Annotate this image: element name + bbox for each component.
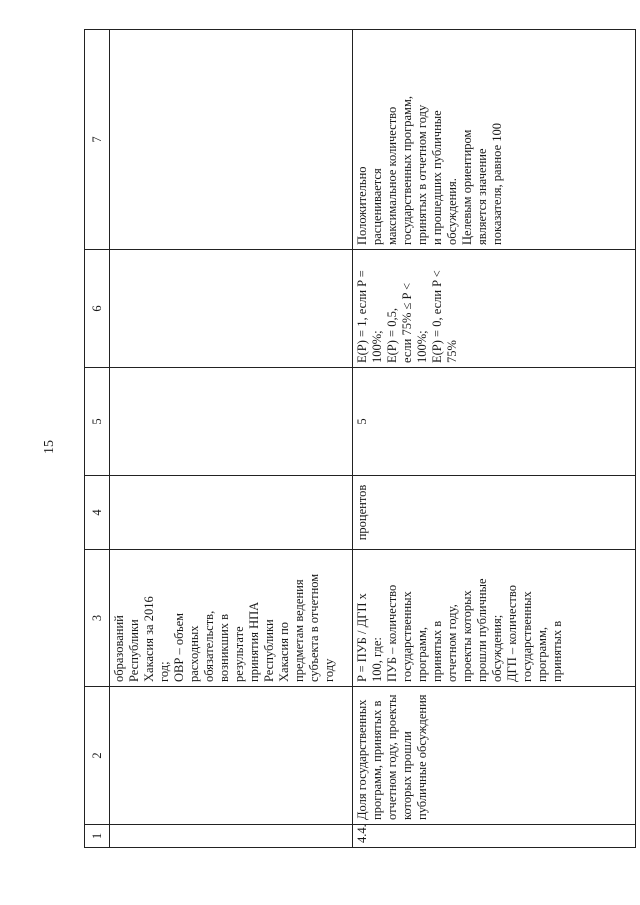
table-row bbox=[110, 30, 353, 848]
header-col-5: 5 bbox=[85, 368, 110, 476]
cell-evaluation: E(P) = 1, если P = 100%; E(P) = 0,5, если 75% ≤ P < 100%; E(P) = 0, если P < 75% bbox=[353, 250, 636, 368]
cell-comment: Положительно расценивается максимальное количество государственных программ, принятых в отчетном году и прошедших публичные обсуждения. Целевым ориентиром является значение показателя, равное 100 bbox=[353, 30, 636, 250]
header-col-4: 4 bbox=[85, 476, 110, 550]
cell-unit: процентов bbox=[353, 476, 636, 550]
cell-indicator-name bbox=[110, 687, 353, 825]
cell-comment bbox=[110, 30, 353, 250]
cell-weight bbox=[110, 368, 353, 476]
cell-evaluation bbox=[110, 250, 353, 368]
cell-formula: P = ПУБ / ДГП х 100, где: ПУБ – количество государственных программ, принятых в отчетном году, проекты которых прошли публичные обсуждения; ДГП – количество государственных программ, принятых в bbox=[353, 550, 636, 687]
header-col-2: 2 bbox=[85, 687, 110, 825]
table-row bbox=[353, 30, 636, 848]
cell-unit bbox=[110, 476, 353, 550]
page-number: 15 bbox=[42, 440, 57, 454]
header-row bbox=[85, 30, 110, 848]
cell-number: 4.4. bbox=[353, 825, 636, 848]
header-col-7: 7 bbox=[85, 30, 110, 250]
header-col-3: 3 bbox=[85, 550, 110, 687]
cell-indicator-name: Доля государственных программ, принятых в отчетном году, проекты которых прошли публичные обсуждения bbox=[353, 687, 636, 825]
cell-number bbox=[110, 825, 353, 848]
cell-weight: 5 bbox=[353, 368, 636, 476]
cell-formula: образований Республики Хакасия за 2016 год; ОВР – объем расходных обязательств, возникших в результате принятия НПА Республики Хакасия по предметам ведения субъекта в отчетном году bbox=[110, 550, 353, 687]
header-col-1: 1 bbox=[85, 825, 110, 848]
indicator-table bbox=[84, 30, 626, 848]
header-col-6: 6 bbox=[85, 250, 110, 368]
indicator-table-grid bbox=[84, 29, 636, 848]
